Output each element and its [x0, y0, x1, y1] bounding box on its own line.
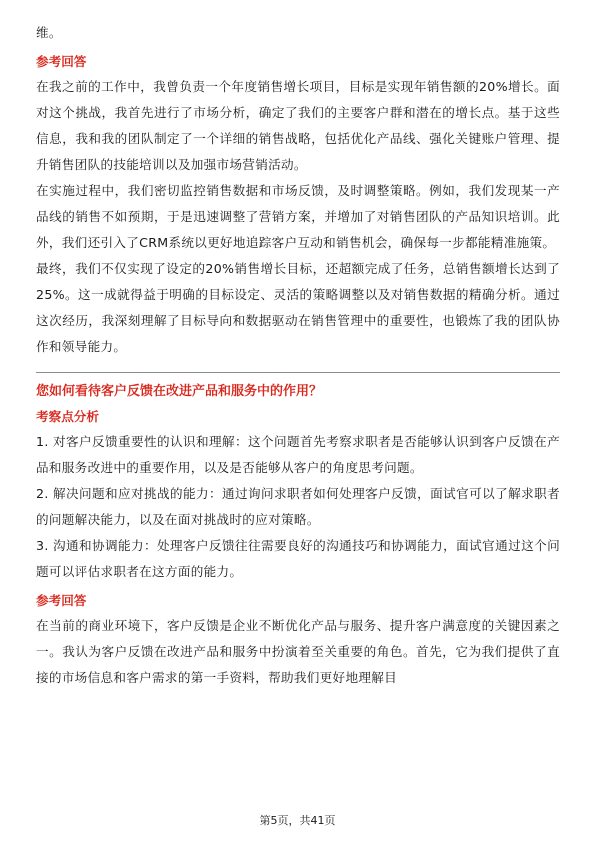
- question-title: 您如何看待客户反馈在改进产品和服务中的作用？: [36, 384, 323, 399]
- answer-paragraph: 在实施过程中，我们密切监控销售数据和市场反馈，及时调整策略。例如，我们发现某一产品线的销售不如预期，于是迅速调整了营销方案，并增加了对销售团队的产品知识培训。此外，我们还引入了CRM系统以更好地追踪客户互动和销售机会，确保每一步都能精准施策。: [36, 183, 560, 250]
- reference-answer-label: 参考回答: [36, 593, 87, 608]
- analysis-point: 3. 沟通和协调能力：处理客户反馈往往需要良好的沟通技巧和协调能力，面试官通过这个问题可以评估求职者在这方面的能力。: [36, 538, 560, 579]
- page-content: [36, 20, 560, 691]
- analysis-point: 2. 解决问题和应对挑战的能力：通过询问求职者如何处理客户反馈，面试官可以了解求职者的问题解决能力，以及在面对挑战时的应对策略。: [36, 486, 560, 527]
- analysis-point: 1. 对客户反馈重要性的认识和理解：这个问题首先考察求职者是否能够认识到客户反馈在产品和服务改进中的重要作用，以及是否能够从客户的角度思考问题。: [36, 434, 560, 475]
- page-number-footer: 第5页，共41页: [259, 814, 336, 827]
- answer-paragraph: 最终，我们不仅实现了设定的20%销售增长目标，还超额完成了任务，总销售额增长达到了25%。这一成就得益于明确的目标设定、灵活的策略调整以及对销售数据的精确分析。通过这次经历，我深刻理解了目标导向和数据驱动在销售管理中的重要性，也锻炼了我的团队协作和领导能力。: [36, 261, 560, 354]
- answer-paragraph: 在我之前的工作中，我曾负责一个年度销售增长项目，目标是实现年销售额的20%增长。面对这个挑战，我首先进行了市场分析，确定了我们的主要客户群和潜在的增长点。基于这些信息，我和我的团队制定了一个详细的销售战略，包括优化产品线、强化关键账户管理、提升销售团队的技能培训以及加强市场营销活动。: [36, 79, 560, 172]
- section-divider: [36, 372, 560, 373]
- answer-paragraph: 在当前的商业环境下，客户反馈是企业不断优化产品与服务、提升客户满意度的关键因素之一。我认为客户反馈在改进产品和服务中扮演着至关重要的角色。首先，它为我们提供了直接的市场信息和客户需求的第一手资料，帮助我们更好地理解目: [36, 618, 560, 685]
- intro-tail-text: 维。: [36, 25, 62, 40]
- analysis-label: 考察点分析: [36, 409, 99, 424]
- reference-answer-label: 参考回答: [36, 54, 87, 69]
